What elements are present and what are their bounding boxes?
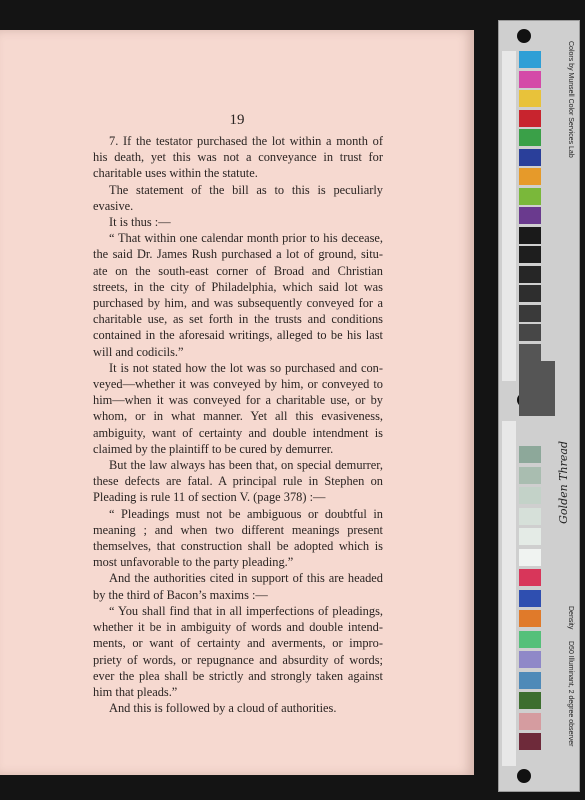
color-patch [519,508,541,525]
color-patch [519,713,541,730]
color-patch [519,324,541,341]
color-patch [519,344,541,361]
quote-2: “ Pleadings must not be ambiguous or doubtful in meaning ; and when two different meanings present themselves, that construction shall be adopted which is most unfavorable to the party pleading.” [93,506,383,570]
color-patch [519,129,541,146]
color-patch [519,733,541,750]
quote-3: “ You shall find that in all imperfections of pleadings, whether it be in ambiguity of words and double intend-ments, or want of certainty and averments, or impro-priety of words, or repugnance and absurdity of words; ever the plea shall be strictly and strongly taken against him that pleads.” [93,603,383,699]
card-brand: Golden Thread [557,441,570,524]
paragraph-10: And this is followed by a cloud of authorities. [109,701,337,716]
card-bottom-label: D50 Illuminant, 2 degree observer [567,641,574,747]
color-patch [519,149,541,166]
card-ruler-top [502,51,516,381]
card-top-label: Colors by Munsell Color Services Lab [567,41,574,158]
quote-1: “ That within one calendar month prior to his decease, the said Dr. James Rush purchased a lot of ground, situ-ate on the south-east corner of Broad and Christian streets, in the city of Philadelphia, which said lot was purchased by him, and was subsequently conveyed for a charitable use, as set forth in the trusts and conditions contained in the aforesaid writings, alleged to be his last will and codicils.” [93,231,383,359]
color-patch [519,188,541,205]
color-patch [519,569,541,586]
color-patch [519,168,541,185]
card-hole-top [517,29,531,43]
color-patch [519,692,541,709]
color-patch [519,305,541,322]
card-hole-bottom [517,769,531,783]
page-number: 19 [229,112,245,128]
color-patch [519,446,541,463]
color-patch [519,71,541,88]
color-patch [519,51,541,68]
color-patch [519,487,541,504]
color-patch [519,651,541,668]
color-patch [519,528,541,545]
color-patch [519,246,541,263]
book-page [0,30,474,775]
color-patch [519,610,541,627]
card-ruler-bottom [502,421,516,766]
color-patch [519,631,541,648]
paragraph-1: 7. If the testator purchased the lot within a month of his death, yet this was not a conveyance in trust for charitable uses within the statute. [93,134,383,181]
color-patch [519,590,541,607]
color-patch [519,227,541,244]
color-patch [519,285,541,302]
paragraph-2: The statement of the bill as to this is peculiarly evasive. [93,182,383,213]
color-patch [519,467,541,484]
color-patch [519,266,541,283]
color-calibration-card [498,20,580,792]
gray-target [519,361,555,416]
color-patch [519,90,541,107]
card-density-label: Density [567,606,574,630]
paragraph-6: But the law always has been that, on special demurrer, these defects are fatal. A principal rule in Stephen on Pleading is rule 11 of section V. (page 378) :— [93,458,383,505]
paragraph-3: It is thus :— [109,215,171,230]
color-patch [519,110,541,127]
color-patch [519,549,541,566]
paragraph-8: And the authorities cited in support of this are headed by the third of Bacon’s maxims :— [93,571,383,602]
color-patch [519,207,541,224]
color-patch [519,672,541,689]
paragraph-5: It is not stated how the lot was so purchased and con-veyed—whether it was conveyed by him, or conveyed to him—when it was conveyed for a charitable use, or by whom, or in what manner. Yet all this evasiveness, ambiguity, want of certainty and double intendment is claimed by the plaintiff to be cured by demurrer. [93,360,383,456]
page-body [93,133,383,716]
